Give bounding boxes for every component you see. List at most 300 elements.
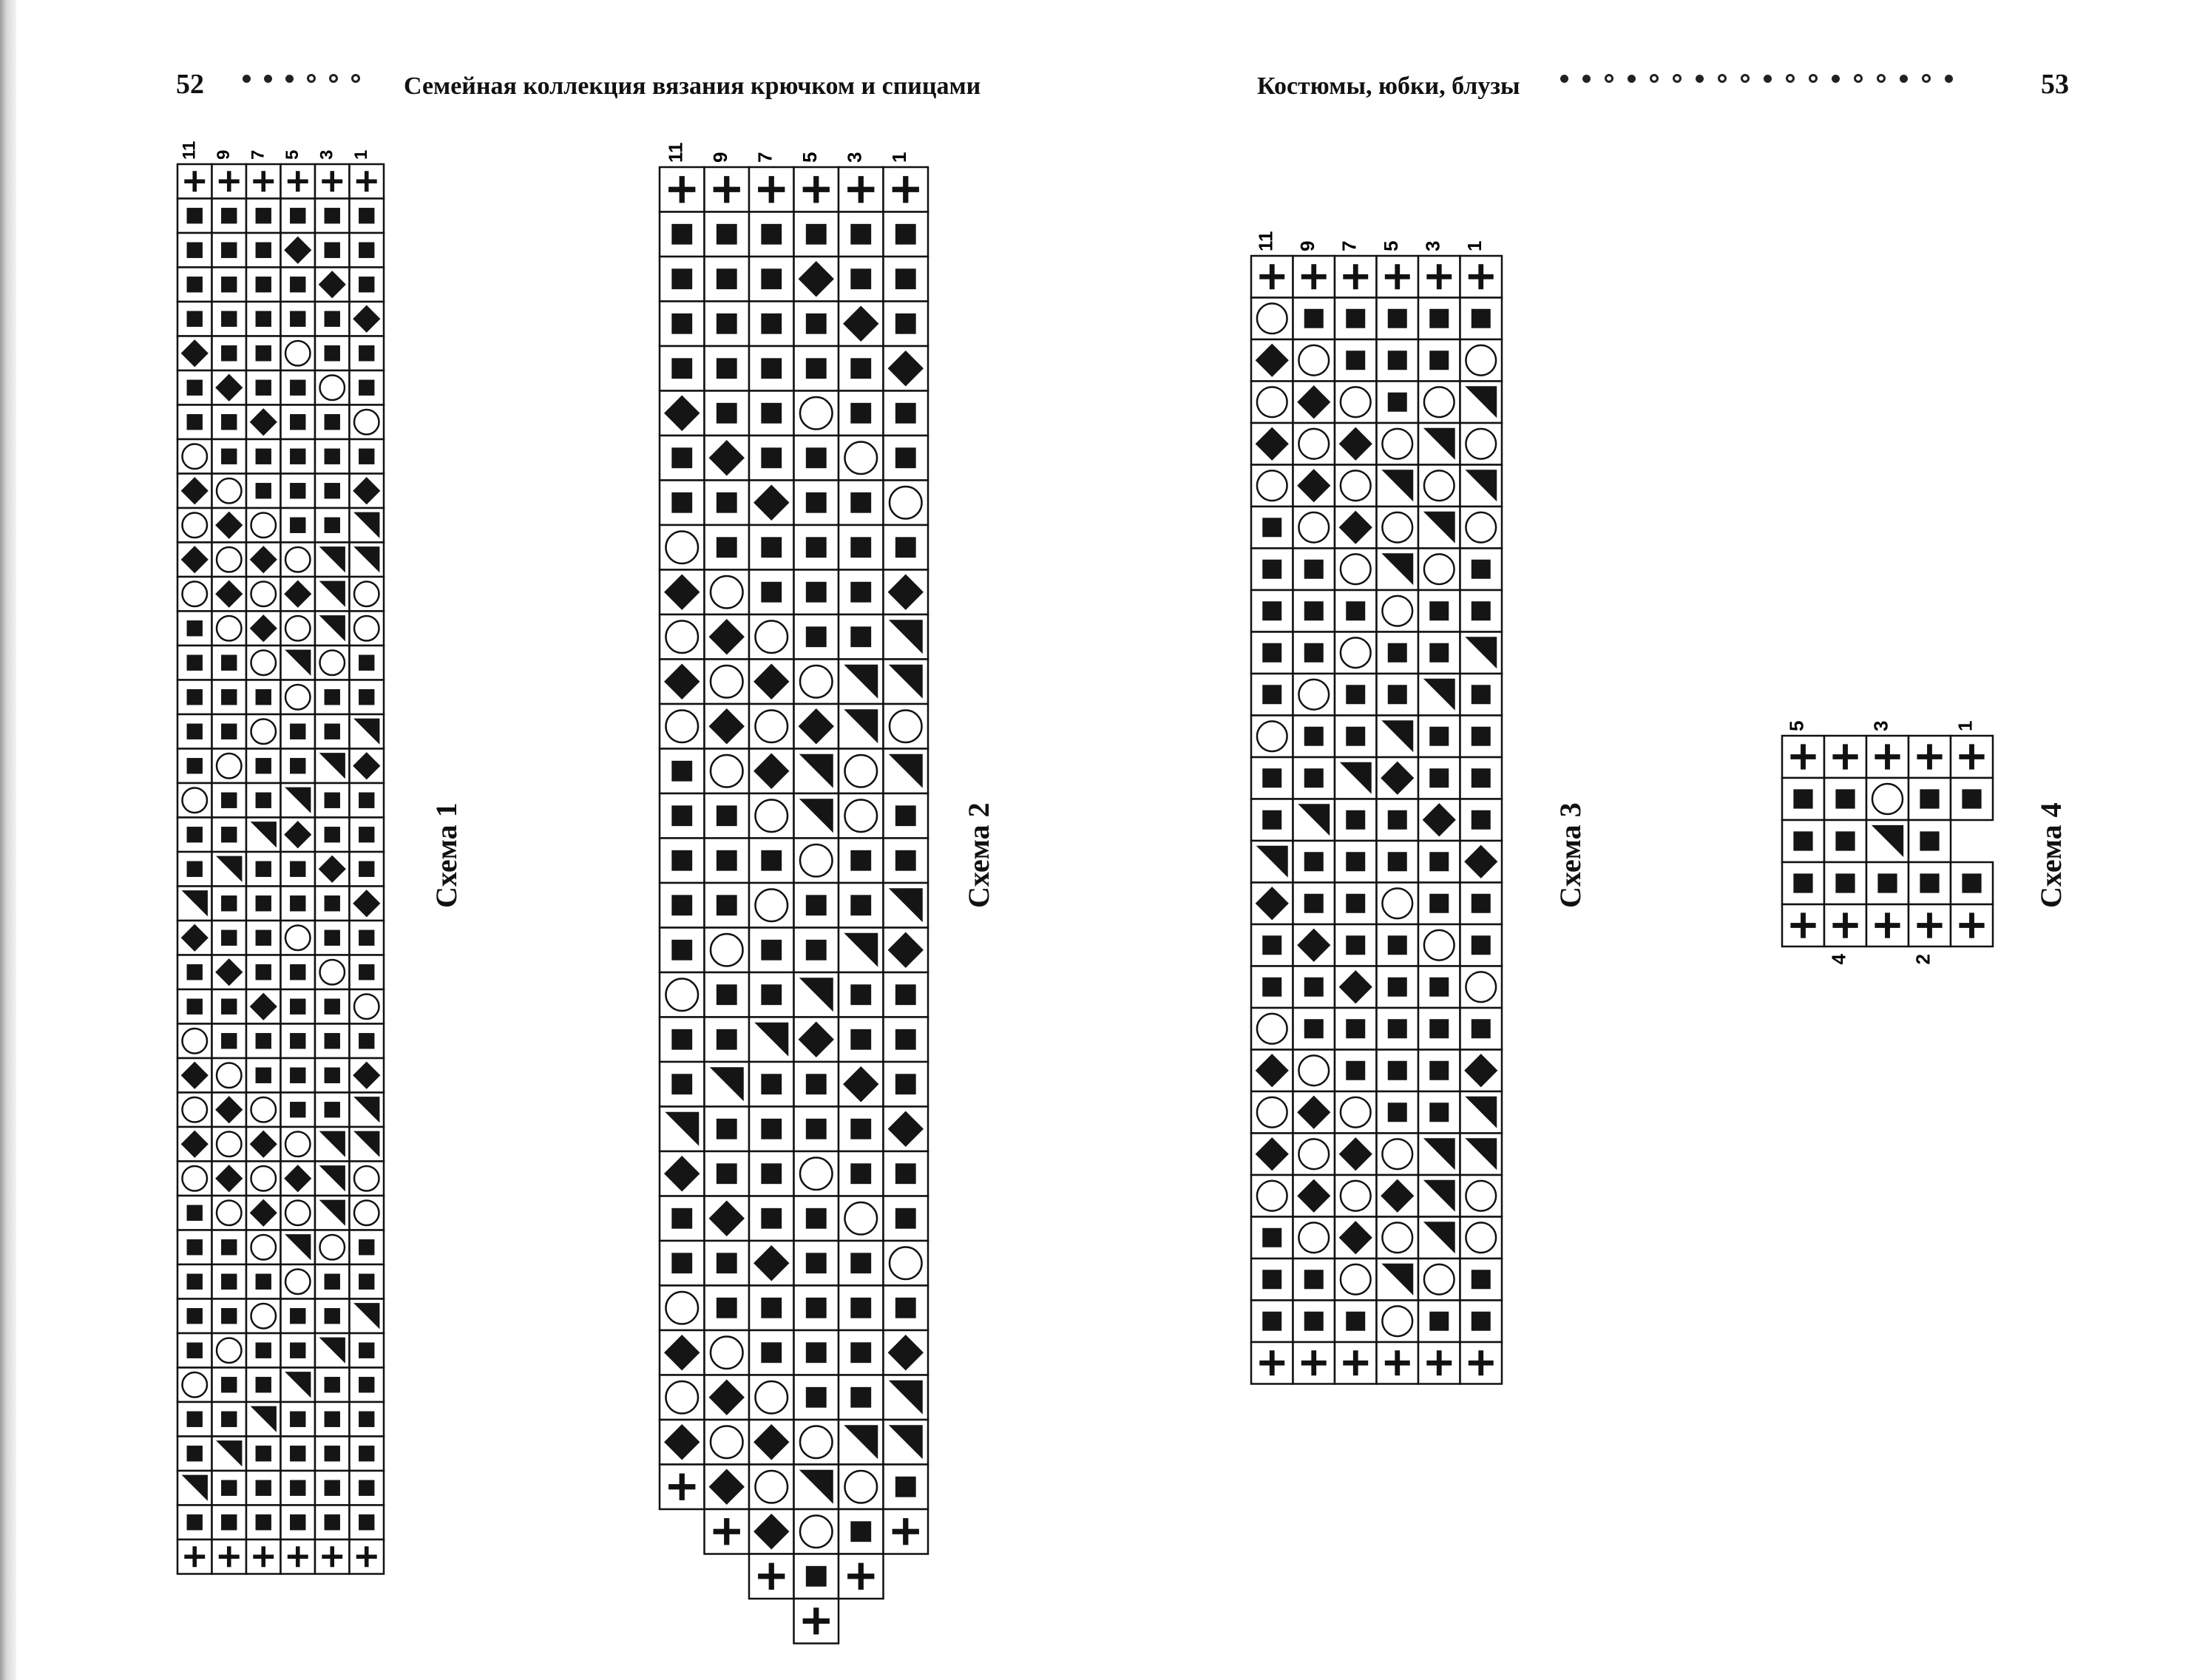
chart-cell	[281, 164, 316, 199]
chart-cell	[177, 989, 212, 1024]
chart-cell	[660, 1241, 705, 1286]
chart-cell	[884, 928, 929, 973]
filled-square-symbol	[221, 414, 237, 430]
chart-cell	[794, 1599, 839, 1644]
filled-square-symbol	[1388, 643, 1407, 663]
filled-square-symbol	[221, 1308, 237, 1324]
chart-cell	[839, 1107, 884, 1152]
chart-cell	[212, 199, 247, 234]
chart-cell	[660, 928, 705, 973]
filled-square-symbol	[1472, 1019, 1491, 1038]
chart-cell	[884, 570, 929, 615]
chart-cell	[839, 793, 884, 839]
chart-cell	[212, 577, 247, 612]
chart-cell	[177, 1162, 212, 1196]
chart-cell	[1909, 736, 1951, 778]
chart-cell	[315, 1264, 350, 1299]
filled-square-symbol	[717, 358, 737, 379]
filled-square-symbol	[806, 895, 827, 915]
chart-cell	[350, 302, 385, 336]
chart-cell	[246, 955, 281, 990]
chart-scheme-1	[176, 140, 385, 1577]
filled-square-symbol	[359, 1412, 374, 1427]
chart-cell	[281, 405, 316, 440]
filled-square-symbol	[761, 224, 782, 245]
chart-cell	[749, 212, 794, 257]
chart-cell	[884, 793, 929, 839]
right-running-title: Костюмы, юбки, блузы	[1257, 72, 1520, 100]
chart-cell	[212, 749, 247, 784]
chart-cell	[1251, 841, 1293, 883]
filled-square-symbol	[761, 537, 782, 558]
chart-cell	[212, 405, 247, 440]
filled-square-symbol	[761, 314, 782, 334]
chart-cell	[749, 883, 794, 928]
chart-cell	[794, 257, 839, 302]
filled-square-symbol	[290, 1033, 305, 1049]
chart-cell	[1335, 298, 1377, 340]
chart-cell	[660, 481, 705, 526]
chart-cell	[1460, 423, 1503, 465]
chart-cell	[884, 1286, 929, 1331]
chart-cell	[212, 783, 247, 818]
chart-cell	[1418, 1175, 1460, 1217]
chart-cell	[884, 1107, 929, 1152]
chart-cell	[884, 1151, 929, 1196]
chart-cell	[315, 1299, 350, 1334]
chart-cell	[281, 646, 316, 680]
chart-cell	[884, 436, 929, 481]
chart-cell	[1293, 1050, 1335, 1092]
chart-cell	[1293, 632, 1335, 674]
chart-cell	[177, 1505, 212, 1540]
chart-cell	[246, 1471, 281, 1505]
filled-square-symbol	[1262, 1312, 1281, 1331]
chart-cell	[1377, 590, 1419, 632]
filled-square-symbol	[325, 483, 340, 498]
chart-cell	[884, 346, 929, 391]
chart-cell	[794, 883, 839, 928]
chart-cell	[660, 614, 705, 660]
chart-cell	[705, 302, 750, 347]
chart-cell	[177, 336, 212, 371]
filled-square-symbol	[895, 1163, 916, 1184]
filled-square-symbol	[895, 224, 916, 245]
filled-square-symbol	[895, 268, 916, 289]
chart-cell	[839, 1151, 884, 1196]
filled-square-symbol	[256, 895, 271, 911]
chart-cell	[177, 1471, 212, 1505]
filled-square-symbol	[290, 1102, 305, 1117]
chart-cell	[281, 268, 316, 302]
chart-cell	[749, 839, 794, 884]
chart-cell	[1377, 256, 1419, 298]
filled-square-symbol	[325, 930, 340, 946]
filled-square-symbol	[671, 895, 692, 915]
chart-cell	[177, 646, 212, 680]
filled-square-symbol	[1388, 1061, 1407, 1080]
filled-square-symbol	[256, 758, 271, 773]
filled-square-symbol	[806, 1253, 827, 1273]
chart-cell	[315, 233, 350, 268]
filled-square-symbol	[761, 1342, 782, 1363]
chart-cell	[315, 1505, 350, 1540]
chart-cell	[315, 1402, 350, 1437]
chart-cell	[1418, 883, 1460, 925]
chart-title-scheme-2: Схема 2	[962, 802, 995, 908]
filled-square-symbol	[359, 1446, 374, 1461]
chart-cell	[246, 370, 281, 405]
chart-cell	[315, 199, 350, 234]
chart-cell	[281, 714, 316, 749]
chart-cell	[350, 1058, 385, 1093]
chart-cell	[281, 199, 316, 234]
chart-cell	[315, 1127, 350, 1162]
filled-square-symbol	[1262, 978, 1281, 997]
chart-cell	[749, 1375, 794, 1420]
filled-square-symbol	[1472, 768, 1491, 788]
filled-square-symbol	[325, 793, 340, 808]
chart-cell	[884, 391, 929, 436]
filled-square-symbol	[761, 1298, 782, 1318]
chart-cell	[177, 1024, 212, 1059]
column-label: 5	[1785, 720, 1808, 731]
filled-square-symbol	[359, 1514, 374, 1530]
chart-cell	[246, 508, 281, 543]
chart-cell	[1335, 966, 1377, 1009]
chart-cell	[1377, 883, 1419, 925]
chart-cell	[350, 1127, 385, 1162]
filled-square-symbol	[359, 1274, 374, 1290]
filled-square-symbol	[221, 1239, 237, 1255]
chart-cell	[660, 1465, 705, 1510]
filled-square-symbol	[717, 1163, 737, 1184]
filled-square-symbol	[221, 1274, 237, 1290]
chart-cell	[212, 612, 247, 646]
column-label: 9	[213, 149, 234, 160]
chart-cell	[794, 1241, 839, 1286]
chart-cell	[660, 570, 705, 615]
chart-cell	[315, 405, 350, 440]
chart-cell	[884, 614, 929, 660]
column-label: 3	[843, 152, 866, 163]
filled-square-symbol	[895, 805, 916, 826]
filled-square-symbol	[1388, 1102, 1407, 1122]
chart-cell	[1951, 778, 1993, 820]
chart-cell	[350, 680, 385, 715]
chart-cell	[350, 1471, 385, 1505]
filled-square-symbol	[221, 793, 237, 808]
column-label: 1	[887, 152, 910, 163]
filled-square-symbol	[895, 447, 916, 468]
filled-square-symbol	[671, 761, 692, 782]
filled-square-symbol	[325, 895, 340, 911]
chart-cell	[1251, 590, 1293, 632]
chart-cell	[1293, 382, 1335, 424]
chart-cell	[1460, 966, 1503, 1009]
filled-square-symbol	[1304, 309, 1324, 328]
chart-cell	[315, 955, 350, 990]
chart-cell	[749, 928, 794, 973]
filled-square-symbol	[1793, 873, 1812, 892]
chart-cell	[315, 680, 350, 715]
chart-cell	[884, 1509, 929, 1554]
chart-cell	[1460, 1050, 1503, 1092]
chart-cell	[1377, 465, 1419, 507]
chart-cell	[839, 1196, 884, 1242]
chart-cell	[1418, 1342, 1460, 1384]
chart-cell	[1335, 924, 1377, 966]
chart-cell	[1460, 1259, 1503, 1301]
chart-cell	[1460, 507, 1503, 549]
chart-cell	[350, 1437, 385, 1471]
chart-cell	[315, 1368, 350, 1403]
filled-square-symbol	[187, 311, 203, 327]
chart-cell	[660, 1286, 705, 1331]
filled-square-symbol	[850, 1521, 871, 1542]
chart-cell	[212, 336, 247, 371]
column-label: 9	[708, 152, 731, 163]
chart-cell	[839, 749, 884, 794]
filled-square-symbol	[895, 984, 916, 1005]
chart-cell	[839, 525, 884, 570]
chart-cell	[281, 336, 316, 371]
filled-square-symbol	[806, 1387, 827, 1408]
filled-square-symbol	[256, 483, 271, 498]
chart-cell	[839, 1509, 884, 1554]
chart-cell	[705, 346, 750, 391]
chart-cell	[794, 1509, 839, 1554]
chart-cell	[705, 391, 750, 436]
filled-square-symbol	[1388, 935, 1407, 955]
filled-square-symbol	[359, 1480, 374, 1496]
filled-square-symbol	[671, 268, 692, 289]
filled-square-symbol	[1304, 1019, 1324, 1038]
chart-cell	[177, 199, 212, 234]
chart-cell	[350, 1264, 385, 1299]
column-label: 1	[1954, 720, 1977, 731]
chart-cell	[177, 1093, 212, 1128]
chart-cell	[1418, 339, 1460, 382]
filled-square-symbol	[806, 314, 827, 334]
chart-cell	[884, 1375, 929, 1420]
chart-cell	[1460, 674, 1503, 716]
chart-cell	[660, 1330, 705, 1375]
filled-square-symbol	[359, 793, 374, 808]
column-label: 11	[179, 140, 200, 160]
filled-square-symbol	[1472, 810, 1491, 830]
chart-cell	[1418, 841, 1460, 883]
chart-cell	[350, 783, 385, 818]
chart-cell	[749, 1151, 794, 1196]
filled-square-symbol	[1429, 852, 1449, 871]
column-label: 2	[1911, 954, 1934, 965]
filled-square-symbol	[761, 358, 782, 379]
chart-cell	[1418, 1134, 1460, 1176]
chart-cell	[1824, 820, 1866, 862]
chart-cell	[1460, 799, 1503, 841]
chart-cell	[794, 346, 839, 391]
chart-cell	[839, 972, 884, 1017]
chart-cell	[660, 1062, 705, 1107]
chart-cell	[177, 852, 212, 887]
filled-square-symbol	[290, 414, 305, 430]
chart-cell	[1335, 716, 1377, 758]
chart-cell	[246, 1505, 281, 1540]
filled-square-symbol	[1346, 350, 1365, 370]
chart-cell	[246, 1264, 281, 1299]
chart-cell	[705, 660, 750, 705]
filled-square-symbol	[761, 268, 782, 289]
chart-cell	[1418, 632, 1460, 674]
chart-cell	[1293, 1217, 1335, 1259]
chart-cell	[1335, 1134, 1377, 1176]
filled-square-symbol	[187, 964, 203, 980]
filled-square-symbol	[359, 345, 374, 361]
filled-square-symbol	[290, 999, 305, 1015]
filled-square-symbol	[290, 964, 305, 980]
filled-square-symbol	[761, 403, 782, 424]
chart-cell	[1418, 298, 1460, 340]
chart-cell	[1251, 674, 1293, 716]
filled-square-symbol	[187, 1274, 203, 1290]
filled-square-symbol	[187, 620, 203, 636]
chart-cell	[281, 1127, 316, 1162]
chart-cell	[350, 543, 385, 578]
chart-cell	[794, 570, 839, 615]
chart-cell	[749, 525, 794, 570]
right-header-dots	[1560, 74, 1953, 83]
filled-square-symbol	[187, 827, 203, 842]
filled-square-symbol	[325, 414, 340, 430]
chart-cell	[1251, 1091, 1293, 1134]
chart-cell	[315, 749, 350, 784]
filled-square-symbol	[325, 1514, 340, 1530]
chart-cell	[1251, 465, 1293, 507]
chart-cell	[350, 1230, 385, 1265]
filled-square-symbol	[187, 1308, 203, 1324]
chart-cell	[660, 839, 705, 884]
filled-square-symbol	[895, 537, 916, 558]
chart-cell	[246, 1058, 281, 1093]
chart-cell	[281, 1299, 316, 1334]
chart-cell	[1335, 549, 1377, 591]
chart-cell	[1293, 1134, 1335, 1176]
filled-square-symbol	[1835, 831, 1855, 850]
filled-square-symbol	[256, 345, 271, 361]
chart-cell	[281, 474, 316, 509]
filled-square-symbol	[1472, 1312, 1491, 1331]
chart-cell	[1293, 1175, 1335, 1217]
filled-square-symbol	[850, 268, 871, 289]
chart-cell	[315, 1058, 350, 1093]
chart-cell	[177, 302, 212, 336]
filled-square-symbol	[187, 758, 203, 773]
chart-cell	[281, 749, 316, 784]
chart-cell	[660, 391, 705, 436]
chart-cell	[1951, 904, 1993, 946]
chart-cell	[794, 1330, 839, 1375]
chart-cell	[794, 302, 839, 347]
chart-cell	[1293, 549, 1335, 591]
filled-square-symbol	[187, 1239, 203, 1255]
filled-square-symbol	[256, 1343, 271, 1358]
chart-cell	[212, 989, 247, 1024]
filled-square-symbol	[187, 1205, 203, 1221]
filled-square-symbol	[1920, 789, 1939, 808]
filled-square-symbol	[290, 311, 305, 327]
filled-square-symbol	[187, 380, 203, 396]
chart-cell	[884, 1017, 929, 1063]
chart-cell	[315, 508, 350, 543]
filled-square-symbol	[256, 1068, 271, 1083]
chart-cell	[705, 167, 750, 212]
filled-square-symbol	[761, 582, 782, 603]
chart-cell	[1293, 256, 1335, 298]
chart-cell	[1251, 1008, 1293, 1050]
filled-square-symbol	[290, 1068, 305, 1083]
chart-cell	[749, 1062, 794, 1107]
filled-square-symbol	[221, 277, 237, 292]
chart-cell	[315, 302, 350, 336]
chart-cell	[1460, 1342, 1503, 1384]
chart-cell	[884, 749, 929, 794]
chart-cell	[212, 1230, 247, 1265]
chart-cell	[1460, 1091, 1503, 1134]
filled-square-symbol	[290, 449, 305, 464]
chart-cell	[1251, 799, 1293, 841]
chart-cell	[1251, 549, 1293, 591]
chart-cell	[315, 1437, 350, 1471]
chart-cell	[705, 1241, 750, 1286]
filled-square-symbol	[850, 1253, 871, 1273]
chart-cell	[1335, 1091, 1377, 1134]
chart-cell	[315, 543, 350, 578]
chart-cell	[749, 436, 794, 481]
filled-square-symbol	[290, 724, 305, 739]
chart-cell	[350, 818, 385, 853]
chart-cell	[315, 989, 350, 1024]
chart-cell	[839, 660, 884, 705]
chart-cell	[1293, 298, 1335, 340]
chart-cell	[705, 749, 750, 794]
chart-cell	[246, 1093, 281, 1128]
chart-cell	[884, 1196, 929, 1242]
chart-cell	[794, 1375, 839, 1420]
chart-cell	[705, 1062, 750, 1107]
column-label: 7	[248, 149, 268, 160]
filled-square-symbol	[256, 243, 271, 258]
filled-square-symbol	[1793, 831, 1812, 850]
chart-cell	[1251, 1175, 1293, 1217]
filled-square-symbol	[290, 1480, 305, 1496]
chart-cell	[1824, 736, 1866, 778]
chart-cell	[1293, 507, 1335, 549]
chart-cell	[1377, 1008, 1419, 1050]
chart-cell	[749, 1196, 794, 1242]
filled-square-symbol	[1472, 601, 1491, 620]
filled-square-symbol	[256, 1377, 271, 1392]
filled-square-symbol	[221, 1514, 237, 1530]
chart-cell	[281, 1437, 316, 1471]
chart-cell	[839, 1330, 884, 1375]
chart-cell	[177, 1127, 212, 1162]
chart-cell	[1377, 757, 1419, 799]
chart-cell	[660, 704, 705, 749]
filled-square-symbol	[325, 311, 340, 327]
chart-cell	[246, 1230, 281, 1265]
filled-square-symbol	[325, 1377, 340, 1392]
